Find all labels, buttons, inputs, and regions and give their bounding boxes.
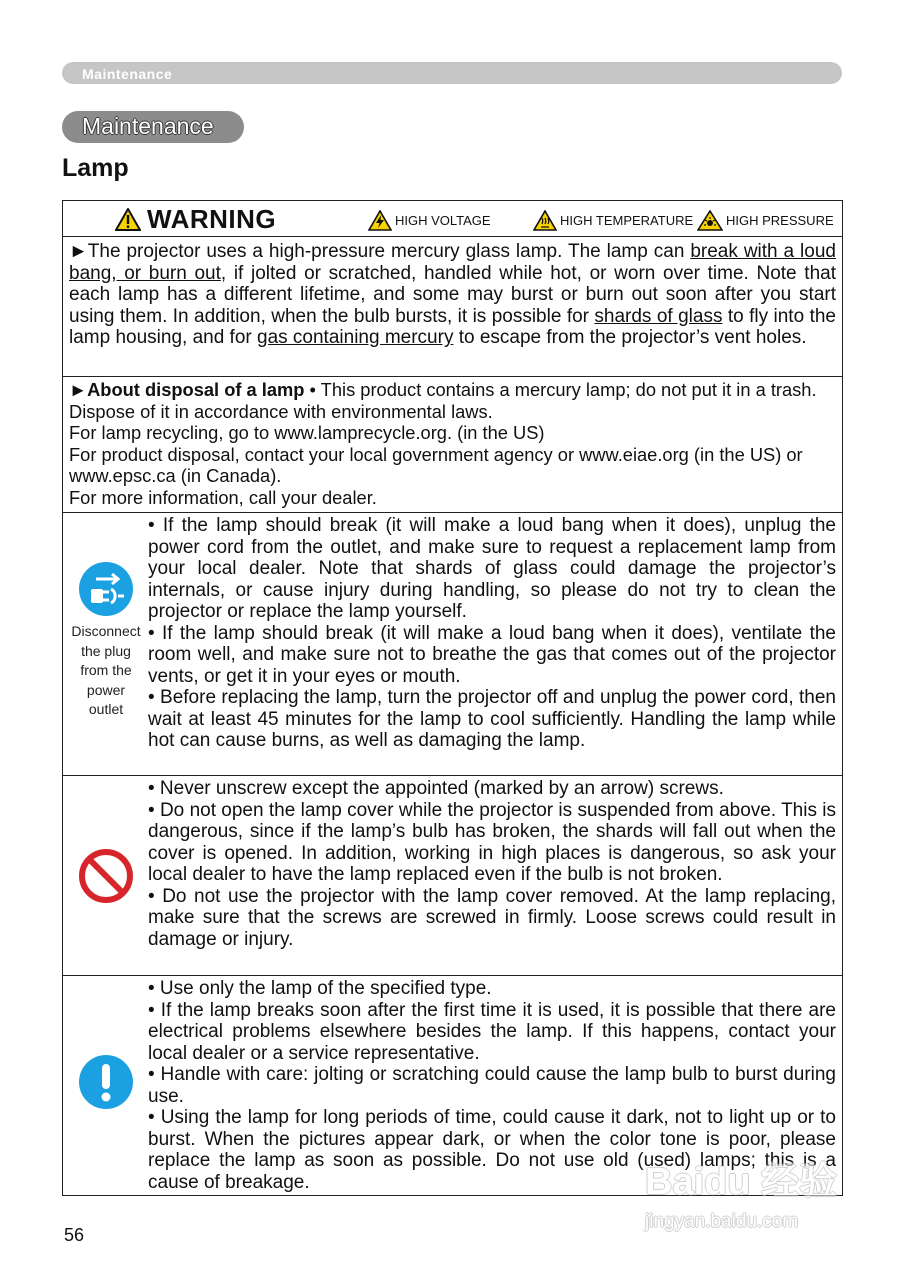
- hazard-label: HIGH VOLTAGE: [395, 213, 491, 228]
- warning-header: [63, 201, 842, 237]
- disposal-paragraph: [69, 379, 836, 509]
- watermark: [645, 1150, 850, 1250]
- prohibited-item: • Do not use the projector with the lamp cover removed. At the lamp replacing, make sure that the screws are screwed in firmly. Loose screws could result in damage or injury.: [148, 885, 836, 950]
- chapter-pill-label: Maintenance: [82, 113, 214, 139]
- prohibited-text: [148, 778, 836, 950]
- intro-text: to fly into the lamp housing, and for: [69, 305, 836, 349]
- prohibited-row: [63, 776, 842, 976]
- warning-box: [62, 200, 843, 1196]
- unplug-icon-column: [71, 561, 141, 720]
- intro-text: to escape from the projector’s vent holes.: [453, 327, 807, 349]
- section-title: Lamp: [62, 154, 129, 182]
- intro-underline: break with a loud bang, or burn out: [69, 241, 836, 284]
- warning-title: WARNING: [147, 204, 277, 234]
- warning-title-group: [115, 204, 276, 235]
- intro-text: ►The projector uses a high-pressure mercury glass lamp. The lamp can: [69, 241, 691, 262]
- disposal-line: For lamp recycling, go to www.lamprecycle.org. (in the US): [69, 422, 545, 444]
- caution-item: • Use only the lamp of the specified type.: [148, 978, 492, 999]
- hazard-label: HIGH PRESSURE: [726, 213, 834, 228]
- intro-underline: gas containing mercury: [257, 327, 454, 349]
- unplug-row: [63, 513, 842, 776]
- caution-item: • Using the lamp for long periods of time, could cause it dark, not to light up or to burst. When the pictures appear dark, or when the color tone is poor, please replace the lamp as soon as possible. Do not use old (used) lamps; this is a cause of breakage.: [148, 1107, 836, 1193]
- exclamation-icon: [78, 1054, 134, 1110]
- caution-item: • If the lamp breaks soon after the first time it is used, it is possible that there are electrical problems elsewhere besides the lamp. If this happens, contact your local dealer or a service representative.: [148, 999, 836, 1064]
- intro-paragraph: [69, 241, 836, 349]
- prohibited-icon: [78, 848, 134, 904]
- hazard-high-pressure: [697, 210, 834, 231]
- prohibited-item: • Never unscrew except the appointed (marked by an arrow) screws.: [148, 778, 724, 799]
- hazard-label: HIGH TEMPERATURE: [560, 213, 694, 228]
- hazard-high-voltage: [368, 210, 491, 231]
- intro-text: , if jolted or scratched, handled while hot, or worn over time. Note that each lamp has a different lifetime, and some may burst or burn out soon after you start using them. In addition, when the bulb bursts, it is possible for: [69, 262, 836, 327]
- watermark-logo: Baidu 经验: [645, 1161, 838, 1203]
- unplug-caption: Disconnect the plug from the power outlet: [71, 623, 141, 717]
- unplug-icon: [78, 561, 134, 617]
- disposal-row: [63, 377, 842, 513]
- chapter-pill: [62, 111, 244, 143]
- intro-underline: shards of glass: [594, 305, 723, 327]
- unplug-item: • If the lamp should break (it will make a loud bang when it does), unplug the power cord from the outlet, and make sure to request a replacement lamp from your local dealer. Note that shards of glass could damage the projector’s internals, or cause injury during handling, so please do not try to clean the projector or replace the lamp yourself.: [148, 515, 836, 622]
- high-pressure-icon: [697, 210, 723, 231]
- high-voltage-icon: [368, 210, 392, 231]
- intro-row: [63, 237, 842, 377]
- header-band: [62, 62, 842, 84]
- warning-triangle-icon: [115, 208, 141, 231]
- hazard-high-temperature: [533, 210, 693, 231]
- prohibited-item: • Do not open the lamp cover while the projector is suspended from above. This is dangerous, since if the lamp’s bulb has broken, the shards will fall out when the cover is opened. In addition, working in high places is dangerous, so ask your local dealer to have the lamp replaced even if the bulb is not broken.: [148, 799, 836, 885]
- prohibited-icon-column: [71, 848, 141, 909]
- unplug-item: • Before replacing the lamp, turn the projector off and unplug the power cord, then wait at least 45 minutes for the lamp to cool sufficiently. Handling the lamp while hot can cause burns, as well as damaging the lamp.: [148, 687, 836, 751]
- disposal-line: For more information, call your dealer.: [69, 486, 377, 508]
- unplug-item: • If the lamp should break (it will make a loud bang when it does), ventilate the room well, and make sure not to breathe the gas that comes out of the projector vents, or get it in your eyes or mouth.: [148, 622, 836, 687]
- unplug-text: [148, 515, 836, 752]
- disposal-line: • This product contains a mercury lamp; do not put it in a trash. Dispose of it in accordance with environmental laws.: [69, 379, 817, 422]
- caution-icon-column: [71, 1054, 141, 1115]
- high-temperature-icon: [533, 210, 557, 231]
- disposal-line: For product disposal, contact your local government agency or www.eiae.org (in the US) or www.epsc.ca (in Canada).: [69, 443, 803, 487]
- header-section-label: Maintenance: [82, 66, 173, 82]
- caution-item: • Handle with care: jolting or scratching could cause the lamp bulb to burst during use.: [148, 1064, 836, 1107]
- page-number: 56: [64, 1225, 85, 1245]
- watermark-url: jingyan.baidu.com: [645, 1211, 799, 1232]
- disposal-heading: ►About disposal of a lamp: [69, 379, 305, 400]
